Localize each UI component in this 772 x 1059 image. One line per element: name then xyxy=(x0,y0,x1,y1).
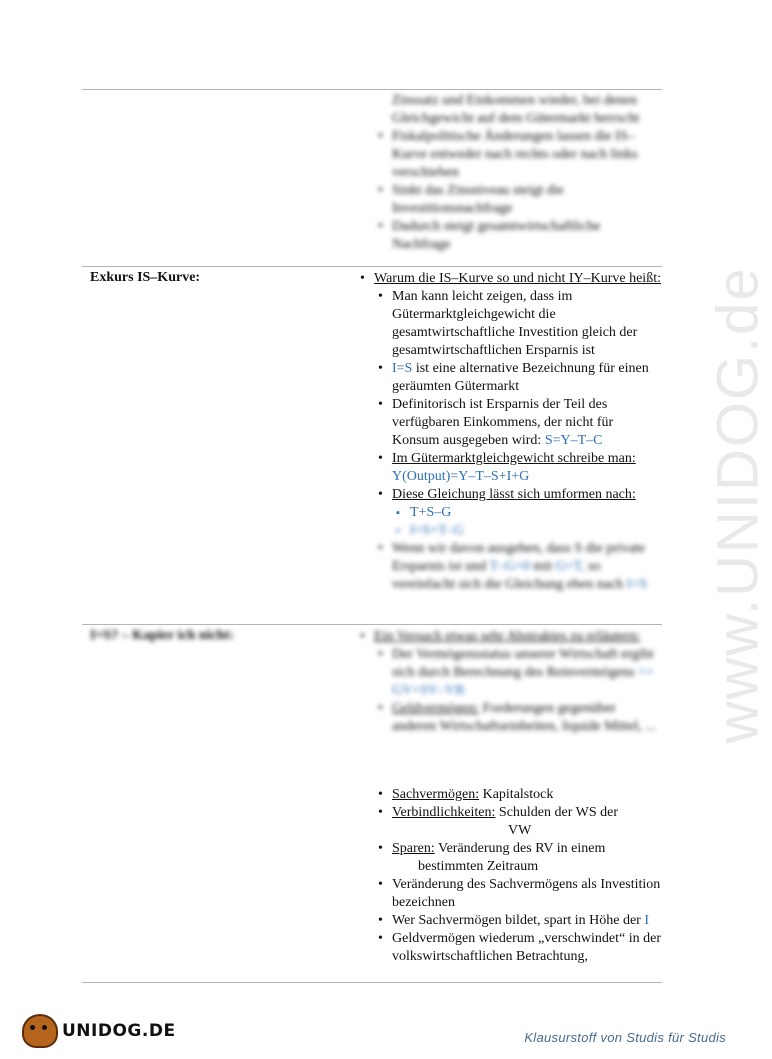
item-text: Verbindlichkeiten: xyxy=(392,805,496,820)
item-text: Veränderung des RV in einem xyxy=(438,841,606,856)
sub-item: ▪ I=S+T–G xyxy=(356,522,662,540)
list-item xyxy=(356,450,662,486)
formula: I=S xyxy=(392,361,413,376)
item-text: Wer Sachvermögen bildet, spart in Höhe der xyxy=(392,913,641,928)
formula: I xyxy=(644,913,650,928)
list-item xyxy=(356,786,662,804)
item-text: Definitorisch ist Ersparnis der Teil des verfügbaren Einkommens, der nicht für Konsum ausgegeben wird: xyxy=(392,397,614,448)
list-item xyxy=(356,396,662,450)
formula: G=T, xyxy=(555,559,585,574)
section-rv-content xyxy=(356,786,662,966)
list-item: • Dadurch steigt gesamtwirtschaftliche Nachfrage xyxy=(356,218,662,254)
list-item: • Fiskalpolitische Änderungen lassen die IS–Kurve entweder nach rechts oder nach links verschieben xyxy=(356,128,662,182)
formula: Y(Output)=Y–T–S+I+G xyxy=(392,469,530,484)
list-item: • Diese Gleichung lässt sich umformen nach: xyxy=(356,486,662,504)
section-label-is: Exkurs IS–Kurve: xyxy=(90,270,201,285)
item-text: ist eine alternative Bezeichnung für einen geräumten Gütermarkt xyxy=(392,361,649,394)
unidog-logo xyxy=(22,1014,176,1048)
item-text: Forderungen gegenüber anderen Wirtschaftseinheiten, liquide Mittel, ... xyxy=(392,701,656,734)
list-item xyxy=(356,804,662,840)
list-item: • Veränderung des Sachvermögens als Investition bezeichnen xyxy=(356,876,662,912)
section-rv-blurred xyxy=(356,628,662,736)
list-item xyxy=(356,360,662,396)
list-heading: • Ein Versuch etwas sehr Abstraktes zu erläutern: xyxy=(356,628,662,646)
item-text: Kapitalstock xyxy=(482,787,554,802)
table-rule xyxy=(82,624,662,625)
footer-tagline: Klausurstoff von Studis für Studis xyxy=(524,1030,726,1045)
item-text: VW xyxy=(508,823,532,838)
section-label-rv: I=S? – Kapier ich nicht: xyxy=(90,628,234,643)
formula: => GV+SV–VB xyxy=(392,665,654,698)
list-item xyxy=(356,840,662,876)
formula: T–G=0 xyxy=(489,559,530,574)
item-text: mit xyxy=(533,559,553,574)
top-block xyxy=(356,92,662,254)
list-item: • Sinkt das Zinsniveau steigt die Investitionsnachfrage xyxy=(356,182,662,218)
item-text: Wenn wir davon ausgehen, dass S die private Ersparnis ist und xyxy=(392,541,646,574)
formula: I=S xyxy=(626,577,648,592)
item-text: Sparen: xyxy=(392,841,435,856)
item-text: Geldvermögen: xyxy=(392,701,480,716)
sub-item: ▪ T+S–G xyxy=(356,504,662,522)
table-rule xyxy=(82,266,662,267)
list-item xyxy=(356,646,662,700)
item-text: Schulden der WS der xyxy=(498,805,619,820)
table-rule-bottom xyxy=(82,982,662,983)
list-item xyxy=(356,540,662,594)
watermark: www.UNIDOG.de xyxy=(705,266,771,744)
list-item: • Man kann leicht zeigen, dass im Gütermarktgleichgewicht die gesamtwirtschaftliche Investition gleich der gesamtwirtschaftlichen Ersparnis ist xyxy=(356,288,662,360)
item-text: bestimmten Zeitraum xyxy=(418,859,539,874)
list-item xyxy=(356,700,662,736)
formula: S=Y–T–C xyxy=(544,433,603,448)
list-item xyxy=(356,912,662,930)
list-heading: • Warum die IS–Kurve so und nicht IY–Kurve heißt: xyxy=(356,270,662,288)
item-text: Im Gütermarktgleichgewicht schreibe man: xyxy=(392,451,636,466)
list-item: • Geldvermögen wiederum „verschwindet“ in der volkswirtschaftlichen Betrachtung, xyxy=(356,930,662,966)
item-text: so vereinfacht sich die Gleichung eben nach xyxy=(392,559,624,592)
section-is-content xyxy=(356,270,662,594)
continued-text: Zinssatz und Einkommen wieder, bei denen Gleichgewicht auf dem Gütermarkt herrscht xyxy=(392,93,640,126)
dog-icon xyxy=(22,1014,58,1048)
item-text: Der Vermögensstatus unserer Wirtschaft ergibt sich durch Berechnung des Reinvermögens xyxy=(392,647,654,680)
logo-text: UNIDOG.DE xyxy=(62,1021,176,1041)
item-text: Sachvermögen: xyxy=(392,787,480,802)
table-rule-top xyxy=(82,89,662,90)
